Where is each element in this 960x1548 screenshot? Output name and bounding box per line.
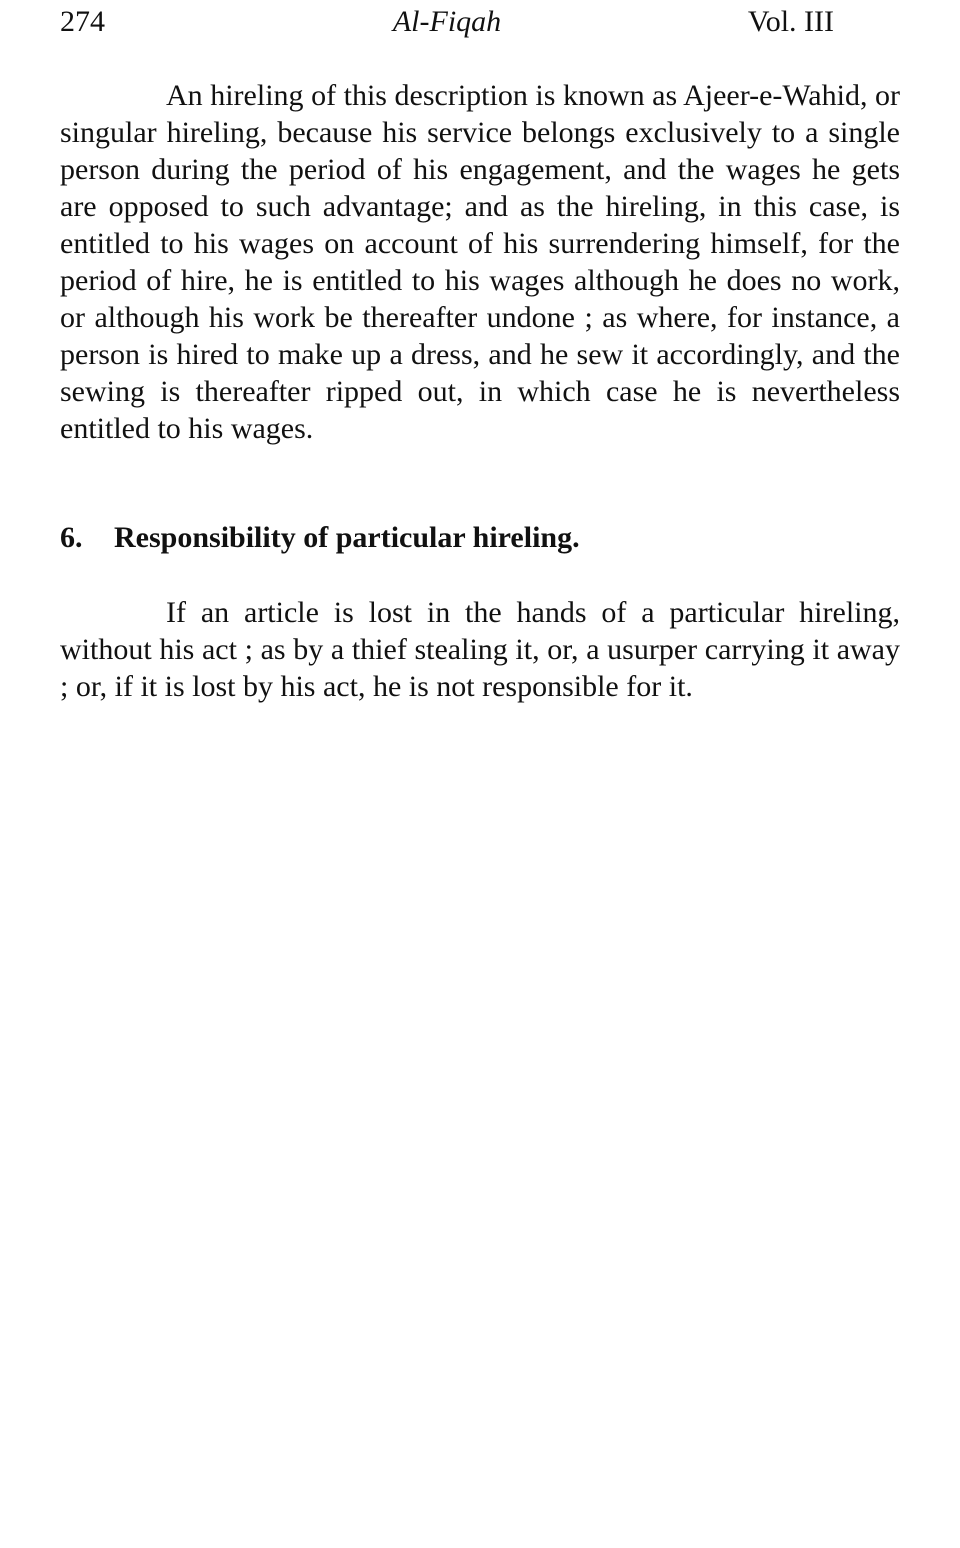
- page-number: 274: [60, 5, 105, 38]
- running-header: [60, 2, 834, 42]
- paragraph-ajeer-e-wahid: An hireling of this description is known as Ajeer-e-Wahid, or singular hireling, because his service belongs exclusively to a single person during the period of his engagement, and the wages he gets are opposed to such advantage; and as the hireling, in this case, is entitled to his wages on account of his surrendering himself, for the period of hire, he is entitled to his wages although he does no work, or although his work be thereafter undone ; as where, for instance, a person is hired to make up a dress, and he sew it accordingly, and the sewing is thereafter ripped out, in which case he is nevertheless entitled to his wages.: [60, 79, 900, 445]
- book-title: Al-Fiqah: [392, 5, 502, 38]
- paragraph-responsibility: If an article is lost in the hands of a particular hireling, without his act ; as by a thief stealing it, or, a usurper carrying it away ; or, if it is lost by his act, he is not responsible for it.: [60, 596, 900, 703]
- section-heading-text: Responsibility of particular hireling.: [114, 521, 580, 554]
- section-number: 6.: [60, 521, 83, 554]
- volume-label: Vol. III: [747, 5, 834, 38]
- section-heading: [60, 519, 900, 556]
